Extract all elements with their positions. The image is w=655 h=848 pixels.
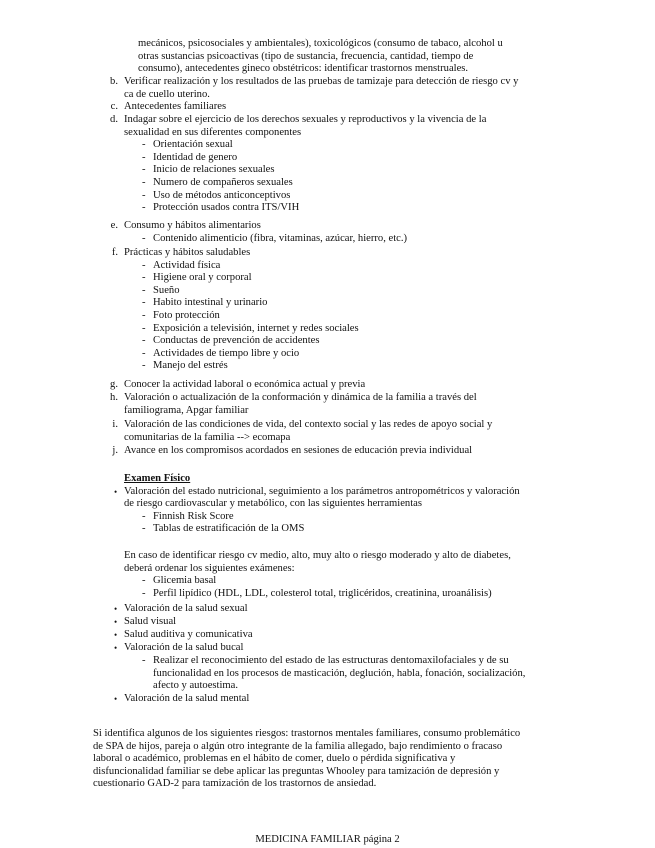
sub-item: Conductas de prevención de accidentes <box>153 335 320 347</box>
dash-marker: - <box>142 189 146 201</box>
dash-marker: - <box>142 309 146 321</box>
sub-item: Uso de métodos anticonceptivos <box>153 189 291 201</box>
section-heading: Examen Físico <box>124 473 191 484</box>
text-line: Antecedentes familiares <box>124 101 227 112</box>
sub-item: Glicemia basal <box>153 575 217 587</box>
dash-marker: - <box>142 510 146 522</box>
sub-item: Finnish Risk Score <box>153 510 234 522</box>
list-marker: e. <box>110 220 118 231</box>
list-item-b <box>0 76 655 101</box>
final-paragraph <box>0 728 655 791</box>
text-line: comunitarias de la familia --> ecomapa <box>124 431 291 443</box>
text-line: Si identifica algunos de los siguientes riesgos: trastornos mentales familiares, consumo problemático <box>93 728 521 739</box>
text-line: Valoración o actualización de la conformación y dinámica de la familia a través del <box>124 392 477 403</box>
text-line: Verificar realización y los resultados de las pruebas de tamizaje para detección de riesgo cv y <box>124 76 519 87</box>
dash-marker: - <box>142 272 146 284</box>
sub-item: Foto protección <box>153 309 220 321</box>
bullet-item: Valoración de la salud bucal <box>124 642 244 653</box>
dash-marker: - <box>142 139 146 151</box>
sub-item: Orientación sexual <box>153 139 233 151</box>
dash-marker: - <box>142 151 146 163</box>
bullet-marker: • <box>114 617 118 627</box>
list-item-i <box>0 419 655 444</box>
sub-item: Identidad de genero <box>153 151 238 163</box>
text-line: disfuncionalidad familiar se debe aplicar las preguntas Whooley para tamización de depresión y <box>93 765 500 777</box>
sub-item: Habito intestinal y urinario <box>153 297 268 309</box>
bullet-marker: • <box>114 604 118 614</box>
dash-marker: - <box>142 176 146 188</box>
exam-section <box>0 473 655 536</box>
list-item-f <box>0 247 655 373</box>
text-line: familiograma, Apgar familiar <box>124 404 249 416</box>
sub-item: Inicio de relaciones sexuales <box>153 164 275 176</box>
continuation-text <box>0 38 655 76</box>
bullet-marker: • <box>114 630 118 640</box>
bullet-marker: • <box>114 693 118 704</box>
list-marker: c. <box>110 101 118 112</box>
text-line: ca de cuello uterino. <box>124 88 210 100</box>
list-marker: d. <box>110 114 118 125</box>
bullet-item: Valoración de la salud sexual <box>124 603 248 614</box>
sub-item: Numero de compañeros sexuales <box>153 176 293 188</box>
text-line: otras sustancias psicoactivas (tipo de sustancia, frecuencia, cantidad, tiempo de <box>138 50 474 62</box>
sub-item: Actividades de tiempo libre y ocio <box>153 347 300 359</box>
dash-marker: - <box>142 202 146 214</box>
list-marker: i. <box>112 419 118 430</box>
dash-marker: - <box>142 164 146 176</box>
text-line: Conocer la actividad laboral o económica actual y previa <box>124 379 366 390</box>
dash-marker: - <box>142 655 146 666</box>
text-line: laboral o académico, problemas en el hábito de comer, duelo o pérdida significativa y <box>93 753 456 765</box>
dash-marker: - <box>142 335 146 347</box>
bullet-marker: • <box>114 486 118 497</box>
page-footer: MEDICINA FAMILIAR página 2 <box>255 834 400 845</box>
sub-item: Actividad física <box>153 259 221 271</box>
list-marker: h. <box>110 392 118 403</box>
text-line: mecánicos, psicosociales y ambientales), toxicológicos (consumo de tabaco, alcohol u <box>138 38 503 49</box>
dash-marker: - <box>142 232 146 244</box>
bullet-item: Salud auditiva y comunicativa <box>124 629 253 640</box>
list-marker: j. <box>112 445 118 456</box>
dash-marker: - <box>142 523 146 535</box>
dash-marker: - <box>142 347 146 359</box>
sub-item: Sueño <box>153 284 180 296</box>
text-line: Consumo y hábitos alimentarios <box>124 220 261 231</box>
list-item-g <box>0 379 655 392</box>
bullet-item: Salud visual <box>124 616 177 627</box>
list-marker: g. <box>110 379 118 390</box>
text-line: Prácticas y hábitos saludables <box>124 247 251 258</box>
text-line: Valoración de las condiciones de vida, del contexto social y las redes de apoyo social y <box>124 419 493 430</box>
dash-marker: - <box>142 322 146 334</box>
text-line: Indagar sobre el ejercicio de los derechos sexuales y reproductivos y la vivencia de la <box>124 114 487 125</box>
text-line: de riesgo cardiovascular y metabólico, con las siguientes herramientas <box>124 498 422 510</box>
text-line: de SPA de hijos, pareja o algún otro integrante de la familia allegado, bajo rendimiento o fracaso <box>93 740 503 752</box>
dash-marker: - <box>142 284 146 296</box>
risk-paragraph <box>0 550 655 600</box>
list-item-h <box>0 392 655 417</box>
list-item-d <box>0 114 655 215</box>
sub-item: funcionalidad en los procesos de masticación, deglución, habla, fonación, socialización, <box>153 667 526 679</box>
dash-marker: - <box>142 575 146 587</box>
sub-item: Protección usados contra ITS/VIH <box>153 202 300 214</box>
text-line: cuestionario GAD-2 para tamización de los trastornos de ansiedad. <box>93 778 377 790</box>
sub-item: Realizar el reconocimiento del estado de las estructuras dentomaxilofaciales y de su <box>153 655 509 666</box>
bullet-marker: • <box>114 643 118 653</box>
sub-item: Exposición a televisión, internet y redes sociales <box>153 322 359 334</box>
sub-item: Higiene oral y corporal <box>153 272 252 284</box>
sub-item: afecto y autoestima. <box>153 680 239 692</box>
list-item-j <box>0 445 655 458</box>
list-marker: f. <box>111 247 118 258</box>
text-line: Valoración del estado nutricional, seguimiento a los parámetros antropométricos y valoración <box>124 485 520 497</box>
sub-item: Contenido alimenticio (fibra, vitaminas, azúcar, hierro, etc.) <box>153 232 408 244</box>
text-line: consumo), antecedentes gineco obstétricos: identificar trastornos menstruales. <box>138 63 469 75</box>
dash-marker: - <box>142 297 146 309</box>
dash-marker: - <box>142 259 146 271</box>
dash-marker: - <box>142 587 146 599</box>
exam-bullets <box>0 603 655 706</box>
text-line: En caso de identificar riesgo cv medio, alto, muy alto o riesgo moderado y alto de diabetes, <box>124 550 511 561</box>
list-item-c <box>0 101 655 114</box>
text-line: deberá ordenar los siguientes exámenes: <box>124 562 295 574</box>
sub-item: Perfil lipídico (HDL, LDL, colesterol total, triglicéridos, creatinina, uroanálisis) <box>153 587 492 599</box>
sub-item: Tablas de estratificación de la OMS <box>153 523 305 535</box>
bullet-item: Valoración de la salud mental <box>124 692 250 704</box>
sub-item: Manejo del estrés <box>153 360 228 372</box>
list-marker: b. <box>110 76 118 87</box>
list-item-e <box>0 220 655 245</box>
dash-marker: - <box>142 360 146 372</box>
text-line: Avance en los compromisos acordados en sesiones de educación previa individual <box>124 445 473 456</box>
text-line: sexualidad en sus diferentes componentes <box>124 126 302 138</box>
